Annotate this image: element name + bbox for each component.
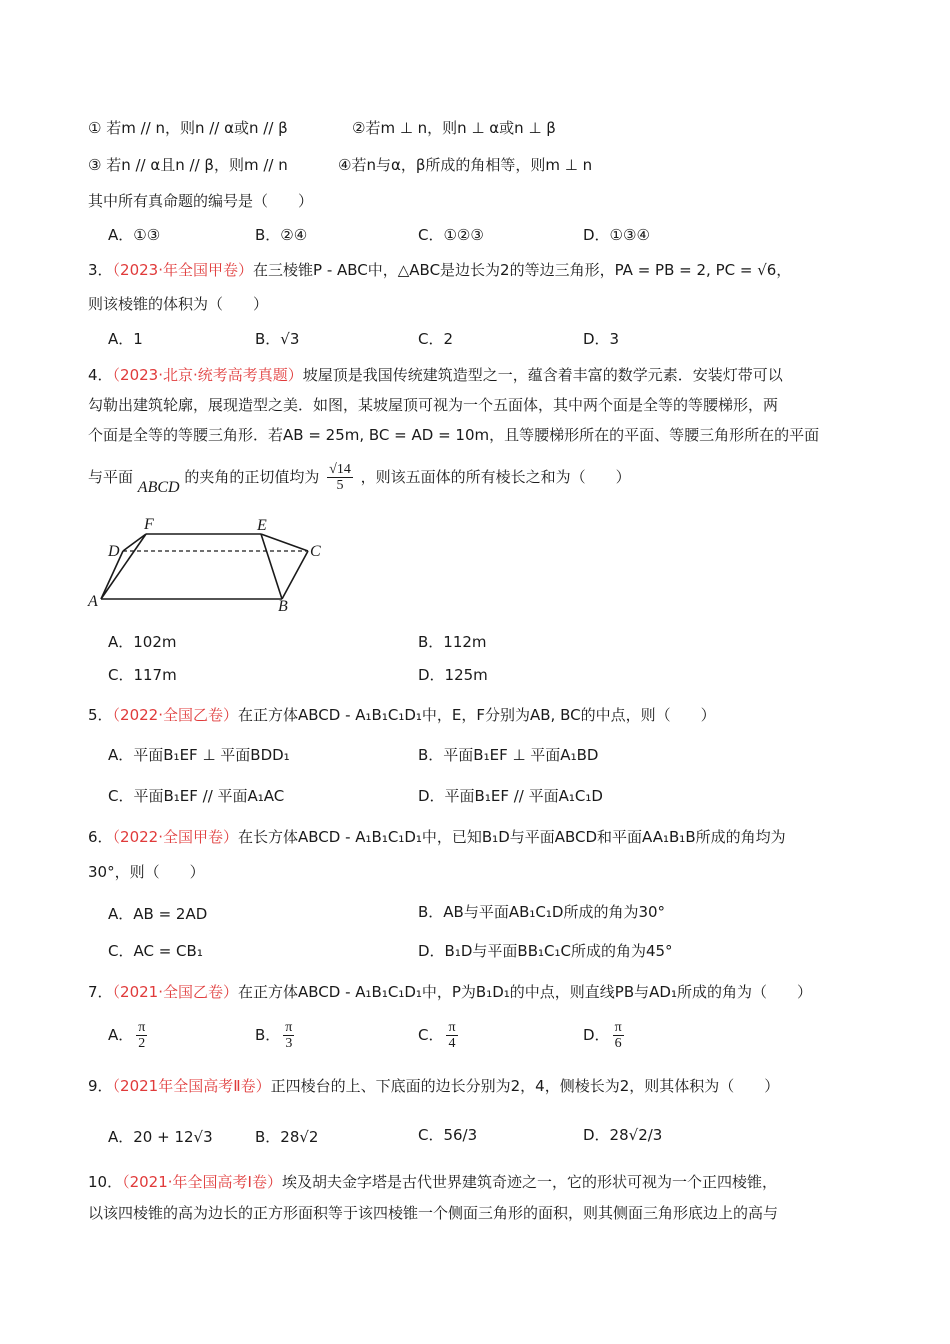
q4-plane-name: ABCD	[137, 479, 180, 496]
q6-line-2: 30°，则（ ）	[88, 863, 205, 881]
question-number: 9．	[88, 1077, 113, 1095]
q2-option-b: B．②④	[255, 226, 308, 244]
q7-option-d: D． $\frac{\pi}{6}$	[583, 1020, 622, 1051]
q6-option-d: D．B₁D与平面BB₁C₁C所成的角为45°	[418, 942, 673, 960]
q5-option-c: C．平面B₁EF // 平面A₁AC	[108, 787, 285, 805]
q10-line-1	[88, 1171, 777, 1193]
question-source: （2022·全国甲卷）	[112, 828, 238, 846]
question-text: 正四棱台的上、下底面的边长分别为2，4，侧棱长为2，则其体积为（ ）	[270, 1077, 780, 1095]
question-number: 3．	[88, 261, 113, 279]
q9-option-b: B．28√2	[255, 1128, 319, 1146]
q4-option-d: D．125m	[418, 666, 488, 684]
edge-eb	[261, 534, 282, 599]
question-number: 7．	[88, 983, 113, 1001]
q3-option-a: A．1	[108, 330, 143, 348]
q4-line-1	[88, 364, 783, 386]
q3-line-1	[88, 259, 791, 281]
edge-fd	[123, 534, 146, 551]
q7-option-b: B． $\frac{\pi}{3}$	[255, 1020, 293, 1051]
q2-option-a: A．①③	[108, 226, 161, 244]
label-b: B	[278, 598, 288, 615]
q6-option-c: C．AC = CB₁	[108, 942, 203, 960]
q4-line-4	[88, 462, 631, 496]
q9-line-1	[88, 1075, 779, 1097]
q4-text-d: ，则该五面体的所有棱长之和为（ ）	[360, 468, 631, 486]
q4-line-2: 勾勒出建筑轮廓，展现造型之美．如图，某坡屋顶可视为一个五面体，其中两个面是全等的等腰梯形，两	[88, 396, 779, 414]
q2-option-d: D．①③④	[583, 226, 650, 244]
q9-option-a: A．20 + 12√3	[108, 1128, 213, 1146]
q6-option-b: B．AB与平面AB₁C₁D所成的角为30°	[418, 903, 666, 921]
q4-line-3: 个面是全等的等腰三角形．若AB = 25m, BC = AD = 10m，且等腰梯形所在的平面、等腰三角形所在的平面	[88, 426, 820, 444]
q5-option-d: D．平面B₁EF // 平面A₁C₁D	[418, 787, 603, 805]
q3-option-b: B．√3	[255, 330, 300, 348]
q2-option-c: C．①②③	[418, 226, 484, 244]
q4-option-a: A．102m	[108, 633, 177, 651]
q7-option-c: C． $\frac{\pi}{4}$	[418, 1020, 456, 1051]
label-e: E	[257, 517, 267, 534]
question-source: （2021·年全国高考Ⅰ卷）	[122, 1173, 282, 1191]
q2-question: 其中所有真命题的编号是（ ）	[88, 192, 314, 210]
q7-line-1	[88, 981, 812, 1003]
question-number: 4．	[88, 366, 113, 384]
question-number: 6．	[88, 828, 113, 846]
question-text: 在正方体ABCD - A₁B₁C₁D₁中，P为B₁D₁的中点，则直线PB与AD₁所成的角为（ ）	[238, 983, 812, 1001]
question-source: （2023·北京·统考高考真题）	[112, 366, 303, 384]
q9-option-c: C．56/3	[418, 1126, 478, 1144]
q10-line-2: 以该四棱锥的高为边长的正方形面积等于该四棱锥一个侧面三角形的面积，则其侧面三角形底边上的高与	[88, 1204, 779, 1222]
q7-option-a: A． $\frac{\pi}{2}$	[108, 1020, 146, 1051]
question-text: 在正方体ABCD - A₁B₁C₁D₁中，E，F分别为AB, BC的中点，则（ ）	[238, 706, 716, 724]
question-text: 坡屋顶是我国传统建筑造型之一，蕴含着丰富的数学元素．安装灯带可以	[302, 366, 783, 384]
q6-option-a: A．AB = 2AD	[108, 905, 208, 923]
question-source: （2021·全国乙卷）	[112, 983, 238, 1001]
q3-option-c: C．2	[418, 330, 454, 348]
q9-option-d: D．28√2/3	[583, 1126, 663, 1144]
edge-ec	[261, 534, 308, 551]
q4-text-a: 与平面	[88, 468, 134, 486]
roof-figure	[86, 513, 336, 618]
label-d: D	[108, 543, 120, 560]
edge-bc	[282, 551, 308, 599]
q5-line-1	[88, 704, 716, 726]
q4-option-c: C．117m	[108, 666, 177, 684]
question-text: 在三棱锥P - ABC中，△ABC是边长为2的等边三角形，PA = PB = 2, PC = √6，	[253, 261, 792, 279]
q3-line-2: 则该棱锥的体积为（ ）	[88, 295, 269, 313]
question-number: 5．	[88, 706, 113, 724]
q4-tangent-fraction: $\frac{√14}{5}$	[329, 462, 351, 493]
q5-option-a: A．平面B₁EF ⊥ 平面BDD₁	[108, 746, 290, 764]
question-source: （2021年全国高考Ⅱ卷）	[112, 1077, 271, 1095]
q2-statement-4: ④若n与α，β所成的角相等，则m ⊥ n	[338, 156, 593, 174]
q5-option-b: B．平面B₁EF ⊥ 平面A₁BD	[418, 746, 599, 764]
label-c: C	[310, 543, 321, 560]
q4-option-b: B．112m	[418, 633, 487, 651]
q2-statement-3: ③ 若n // α且n // β，则m // n	[88, 156, 288, 174]
q6-line-1	[88, 826, 786, 848]
q2-statement-2: ②若m ⊥ n，则n ⊥ α或n ⊥ β	[352, 119, 556, 137]
question-number: 10．	[88, 1173, 123, 1191]
question-text: 在长方体ABCD - A₁B₁C₁D₁中，已知B₁D与平面ABCD和平面AA₁B₁B所成的角均为	[238, 828, 786, 846]
q3-option-d: D．3	[583, 330, 620, 348]
question-text: 埃及胡夫金字塔是古代世界建筑奇迹之一，它的形状可视为一个正四棱锥，	[281, 1173, 777, 1191]
question-source: （2022·全国乙卷）	[112, 706, 238, 724]
question-source: （2023·年全国甲卷）	[112, 261, 253, 279]
label-f: F	[144, 516, 154, 533]
label-a: A	[88, 593, 98, 610]
q2-statement-1: ① 若m // n，则n // α或n // β	[88, 119, 288, 137]
q4-text-c: 的夹角的正切值均为	[184, 468, 320, 486]
